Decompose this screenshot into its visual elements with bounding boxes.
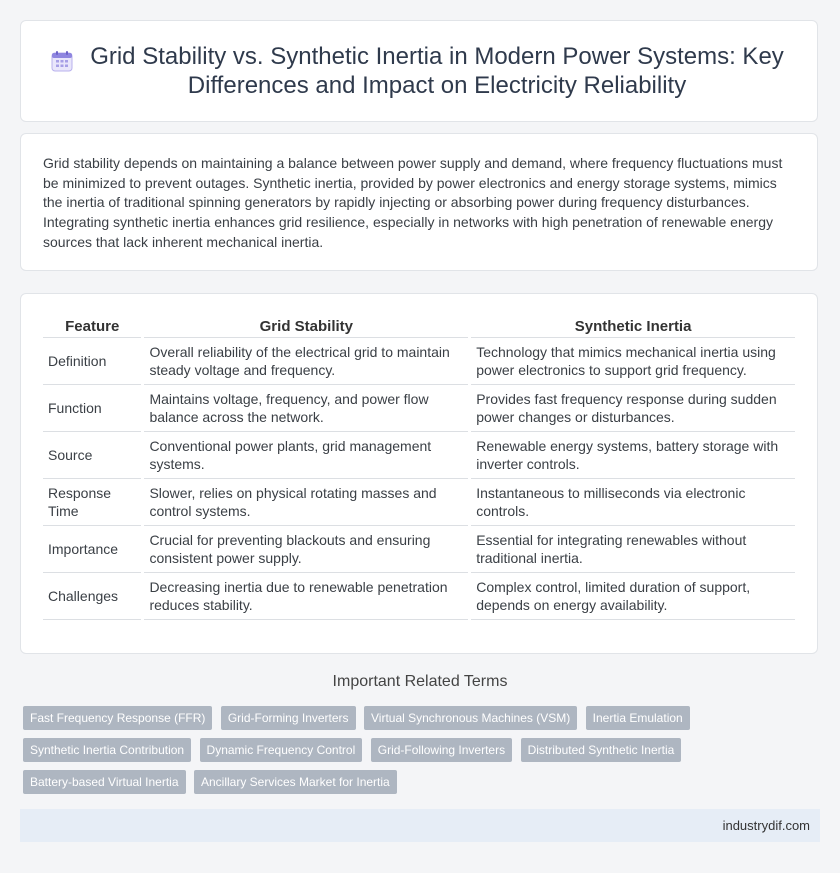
row-synthetic-inertia: Renewable energy systems, battery storage with inverter controls. (471, 432, 795, 479)
row-grid-stability: Overall reliability of the electrical grid to maintain steady voltage and frequency. (144, 338, 468, 385)
table-row (43, 526, 795, 573)
header-synthetic-inertia: Synthetic Inertia (471, 312, 795, 338)
row-feature: Response Time (43, 479, 141, 526)
row-grid-stability: Crucial for preventing blackouts and ensuring consistent power supply. (144, 526, 468, 573)
related-term-tag[interactable]: Dynamic Frequency Control (200, 738, 363, 762)
related-term-tag[interactable]: Virtual Synchronous Machines (VSM) (364, 706, 577, 730)
row-grid-stability: Slower, relies on physical rotating masses and control systems. (144, 479, 468, 526)
header-feature: Feature (43, 312, 141, 338)
row-synthetic-inertia: Instantaneous to milliseconds via electronic controls. (471, 479, 795, 526)
footer-site-link[interactable]: industrydif.com (722, 818, 810, 833)
related-terms-list (23, 706, 803, 802)
comparison-card (20, 293, 818, 654)
comparison-table (40, 312, 798, 620)
related-term-tag[interactable]: Ancillary Services Market for Inertia (194, 770, 397, 794)
table-row (43, 338, 795, 385)
related-term-tag[interactable]: Grid-Following Inverters (371, 738, 512, 762)
table-header-row (43, 312, 795, 338)
table-row (43, 432, 795, 479)
row-feature: Function (43, 385, 141, 432)
intro-card (20, 133, 818, 271)
table-row (43, 479, 795, 526)
row-synthetic-inertia: Technology that mimics mechanical inertia using power electronics to support grid frequency. (471, 338, 795, 385)
row-synthetic-inertia: Provides fast frequency response during sudden power changes or disturbances. (471, 385, 795, 432)
related-term-tag[interactable]: Inertia Emulation (586, 706, 690, 730)
related-terms-heading: Important Related Terms (332, 673, 508, 690)
footer (20, 809, 820, 842)
page-title: Grid Stability vs. Synthetic Inertia in Modern Power Systems: Key Differences and Impact on Electricity Reliability (90, 43, 784, 99)
related-term-tag[interactable]: Fast Frequency Response (FFR) (23, 706, 212, 730)
intro-paragraph: Grid stability depends on maintaining a balance between power supply and demand, where frequency fluctuations must be minimized to prevent outages. Synthetic inertia, provided by power electronics and energy storage systems, mimics the inertia of traditional spinning generators by rapidly injecting or absorbing power during frequency disturbances. Integrating synthetic inertia enhances grid resilience, especially in networks with high penetration of renewable energy sources that lack inherent mechanical inertia. (43, 155, 783, 250)
row-feature: Challenges (43, 573, 141, 620)
row-feature: Definition (43, 338, 141, 385)
row-grid-stability: Decreasing inertia due to renewable penetration reduces stability. (144, 573, 468, 620)
row-synthetic-inertia: Complex control, limited duration of support, depends on energy availability. (471, 573, 795, 620)
calendar-icon (51, 50, 73, 72)
related-term-tag[interactable]: Synthetic Inertia Contribution (23, 738, 191, 762)
header-grid-stability: Grid Stability (144, 312, 468, 338)
row-synthetic-inertia: Essential for integrating renewables without traditional inertia. (471, 526, 795, 573)
related-term-tag[interactable]: Battery-based Virtual Inertia (23, 770, 186, 794)
table-row (43, 385, 795, 432)
row-grid-stability: Conventional power plants, grid management systems. (144, 432, 468, 479)
row-grid-stability: Maintains voltage, frequency, and power flow balance across the network. (144, 385, 468, 432)
table-row (43, 573, 795, 620)
related-term-tag[interactable]: Distributed Synthetic Inertia (521, 738, 682, 762)
title-card (20, 20, 818, 122)
related-term-tag[interactable]: Grid-Forming Inverters (221, 706, 356, 730)
row-feature: Source (43, 432, 141, 479)
row-feature: Importance (43, 526, 141, 573)
